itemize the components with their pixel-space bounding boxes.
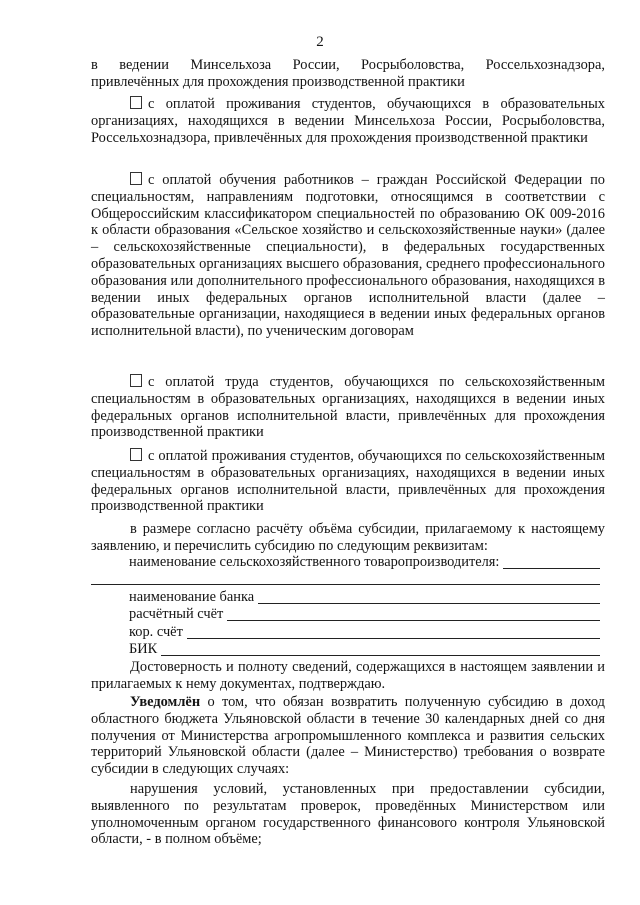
paragraph-option-housing-students-minselkhoz <box>91 96 605 146</box>
paragraph-option-wages-students <box>91 374 605 441</box>
paragraph-amount: в размере согласно расчёту объёма субсидии, прилагаемому к настоящему заявлению, и перечислить субсидию по следующим реквизитам: <box>91 521 605 554</box>
checkbox-wages-students[interactable] <box>130 374 142 387</box>
page-number: 2 <box>316 34 324 50</box>
field-bik <box>129 641 600 658</box>
field-label: наименование сельскохозяйственного товаропроизводителя: <box>129 554 500 570</box>
producer-name-line-2[interactable] <box>91 584 600 585</box>
paragraph-violation-case: нарушения условий, установленных при предоставлении субсидии, выявленного по результатам проверок, проведённых Министерством или уполномоченным органом государственного финансового контроля Ульяновской области, - в полном объёме; <box>91 781 605 848</box>
paragraph-option-training-employees <box>91 172 605 340</box>
checkbox-training-employees[interactable] <box>130 172 142 185</box>
checkbox-housing-other[interactable] <box>130 448 142 461</box>
corr-account-input[interactable] <box>187 625 600 639</box>
paragraph-continuation: в ведении Минсельхоза России, Росрыболовства, Россельхознадзора, привлечённых для прохождения производственной практики <box>91 57 605 90</box>
paragraph-text: с оплатой обучения работников – граждан Российской Федерации по специальностям, направлениям подготовки, относящимся в соответствии с Общероссийским классификатором специальностей по образованию ОК 009-2016 к области образования «Сельское хозяйство и сельскохозяйственные науки» (далее – сельскохозяйственные специальности), в федеральных государственных образовательных организациях высшего образования, среднего профессионального образования или дополнительного профессионального образования, находящихся в ведении иных федеральных органов исполнительной власти (далее – образовательные организации, находящиеся в ведении иных федеральных органов исполнительной власти), по ученическим договорам <box>91 172 605 340</box>
producer-name-input[interactable] <box>503 555 600 569</box>
notified-word: Уведомлён <box>130 694 201 710</box>
account-input[interactable] <box>227 607 600 621</box>
field-producer-name <box>129 554 600 571</box>
field-corr-account <box>129 624 600 641</box>
bank-name-input[interactable] <box>258 590 600 604</box>
paragraph-option-housing-students-other <box>91 448 605 515</box>
field-label: расчётный счёт <box>129 606 224 622</box>
field-label: наименование банка <box>129 589 255 605</box>
bik-input[interactable] <box>161 642 600 656</box>
paragraph-text: с оплатой труда студентов, обучающихся по сельскохозяйственным специальностям в образовательных организациях, находящихся в ведении иных федеральных органов исполнительной власти, привлечённых для прохождения производственной практики <box>91 374 605 441</box>
field-label: кор. счёт <box>129 624 183 640</box>
paragraph-text: с оплатой проживания студентов, обучающихся по сельскохозяйственным специальностям в образовательных организациях, находящихся в ведении иных федеральных органов исполнительной власти, привлечённых для прохождения производственной практики <box>91 448 605 515</box>
paragraph-text: о том, что обязан возвратить полученную субсидию в доход областного бюджета Ульяновской области в течение 30 календарных дней со дня получения от Министерства агропромышленного комплекса и развития сельских территорий Ульяновской области (далее – Министерство) требования о возврате субсидии в следующих случаях: <box>91 694 605 778</box>
checkbox-housing-minselkhoz[interactable] <box>130 96 142 109</box>
paragraph-text: с оплатой проживания студентов, обучающихся в образовательных организациях, находящихся в ведении Минсельхоза России, Росрыболовства, Россельхознадзора, привлечённых для прохождения производственной практики <box>91 96 605 146</box>
field-label: БИК <box>129 641 158 657</box>
paragraph-notification <box>91 694 605 778</box>
field-account <box>129 606 600 623</box>
paragraph-confirmation: Достоверность и полноту сведений, содержащихся в настоящем заявлении и прилагаемых к нему документах, подтверждаю. <box>91 659 605 692</box>
field-bank-name <box>129 589 600 606</box>
